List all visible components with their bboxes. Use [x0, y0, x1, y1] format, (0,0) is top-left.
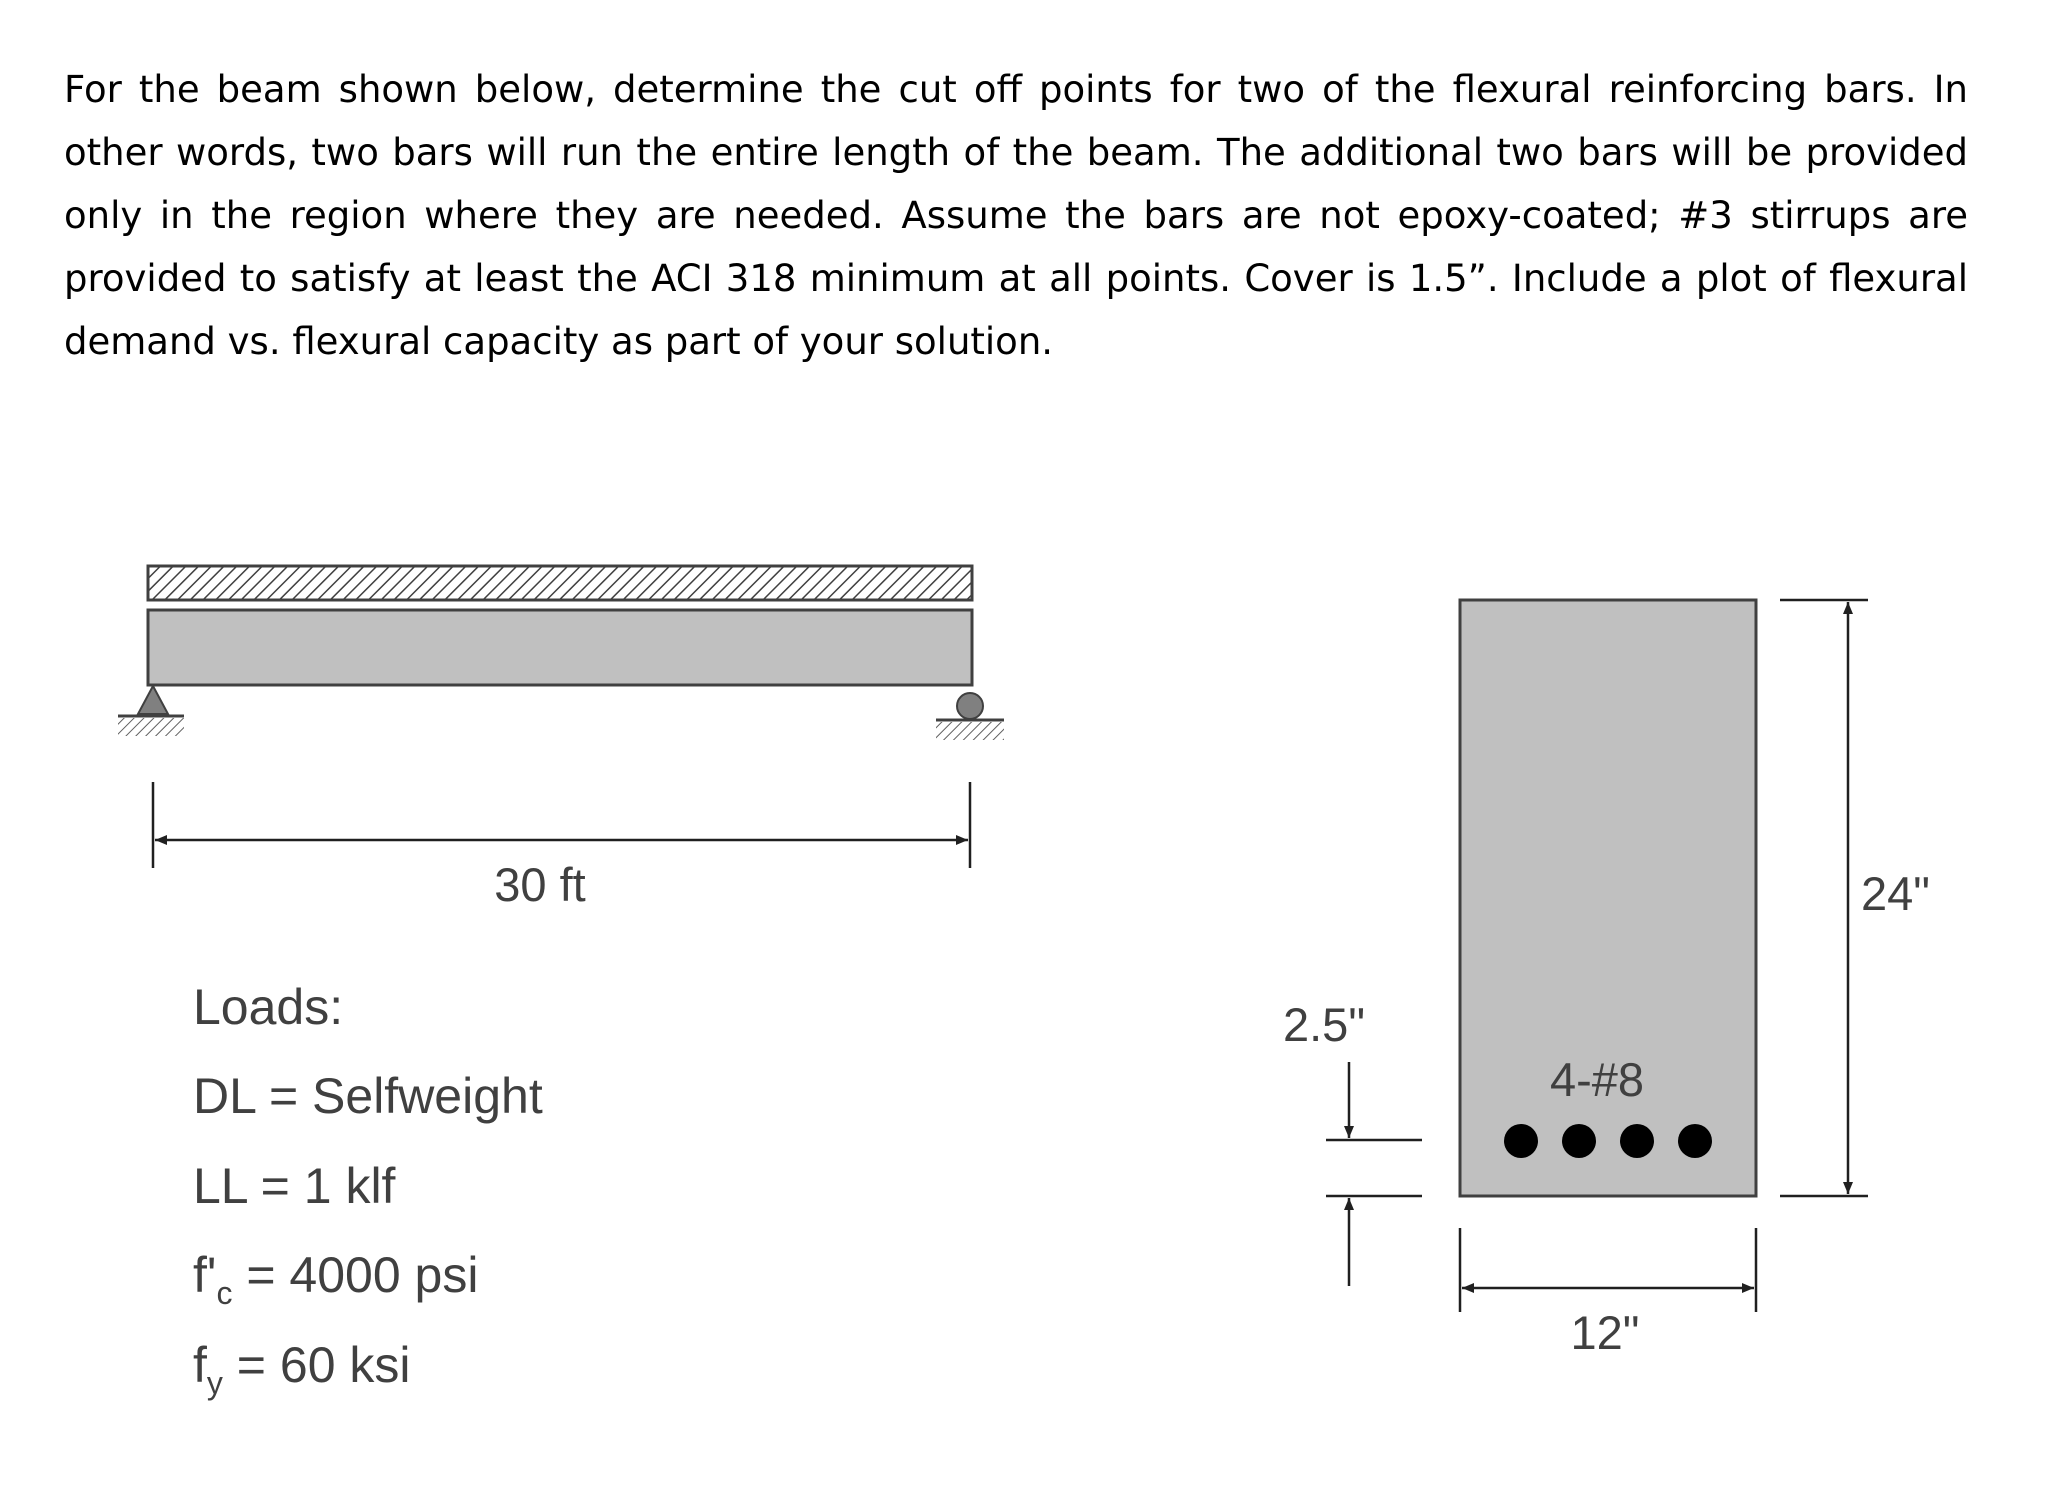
rebar-label: 4-#8 [1549, 1053, 1645, 1106]
dead-load-label: DL = Selfweight [193, 1068, 543, 1124]
distributed-load-bar [148, 566, 972, 600]
fc-subscript: c [216, 1275, 233, 1311]
width-dimension [1460, 1228, 1756, 1312]
problem-line-4: provided to satisfy at least the ACI 318 minimum at all points. Cover is 1.5”. Include a plot of flexural [64, 257, 1968, 300]
rebar-4 [1678, 1124, 1712, 1158]
loads-heading: Loads: [193, 979, 344, 1035]
rebar-3 [1620, 1124, 1654, 1158]
rebar-2 [1562, 1124, 1596, 1158]
live-load-label: LL = 1 klf [193, 1158, 396, 1214]
pin-support [118, 686, 184, 736]
problem-line-3: only in the region where they are needed. Assume the bars are not epoxy-coated; #3 stirrups are [64, 194, 1968, 237]
fc-value: = 4000 psi [232, 1247, 479, 1303]
roller-support [936, 693, 1004, 740]
beam-elevation [148, 610, 972, 685]
span-dimension [153, 782, 970, 868]
problem-line-5: demand vs. flexural capacity as part of your solution. [64, 320, 1054, 363]
concrete-strength-label [193, 1247, 478, 1311]
fy-subscript: y [206, 1365, 223, 1401]
height-dimension [1780, 600, 1868, 1196]
cover-label: 2.5" [1282, 998, 1366, 1051]
span-label: 30 ft [494, 858, 586, 911]
problem-line-1: For the beam shown below, determine the cut off points for two of the flexural reinforcing bars. In [64, 68, 1968, 111]
problem-line-2: other words, two bars will run the entire length of the beam. The additional two bars will be provided [64, 131, 1968, 174]
beam-cross-section [1460, 600, 1756, 1196]
height-label: 24" [1861, 867, 1930, 920]
steel-strength-label [193, 1337, 411, 1401]
rebar-1 [1504, 1124, 1538, 1158]
width-label: 12" [1570, 1306, 1640, 1359]
fy-prefix: f [193, 1337, 207, 1393]
fy-value: = 60 ksi [222, 1337, 411, 1393]
fc-prefix: f' [193, 1247, 217, 1303]
cover-dimension [1326, 1062, 1422, 1286]
